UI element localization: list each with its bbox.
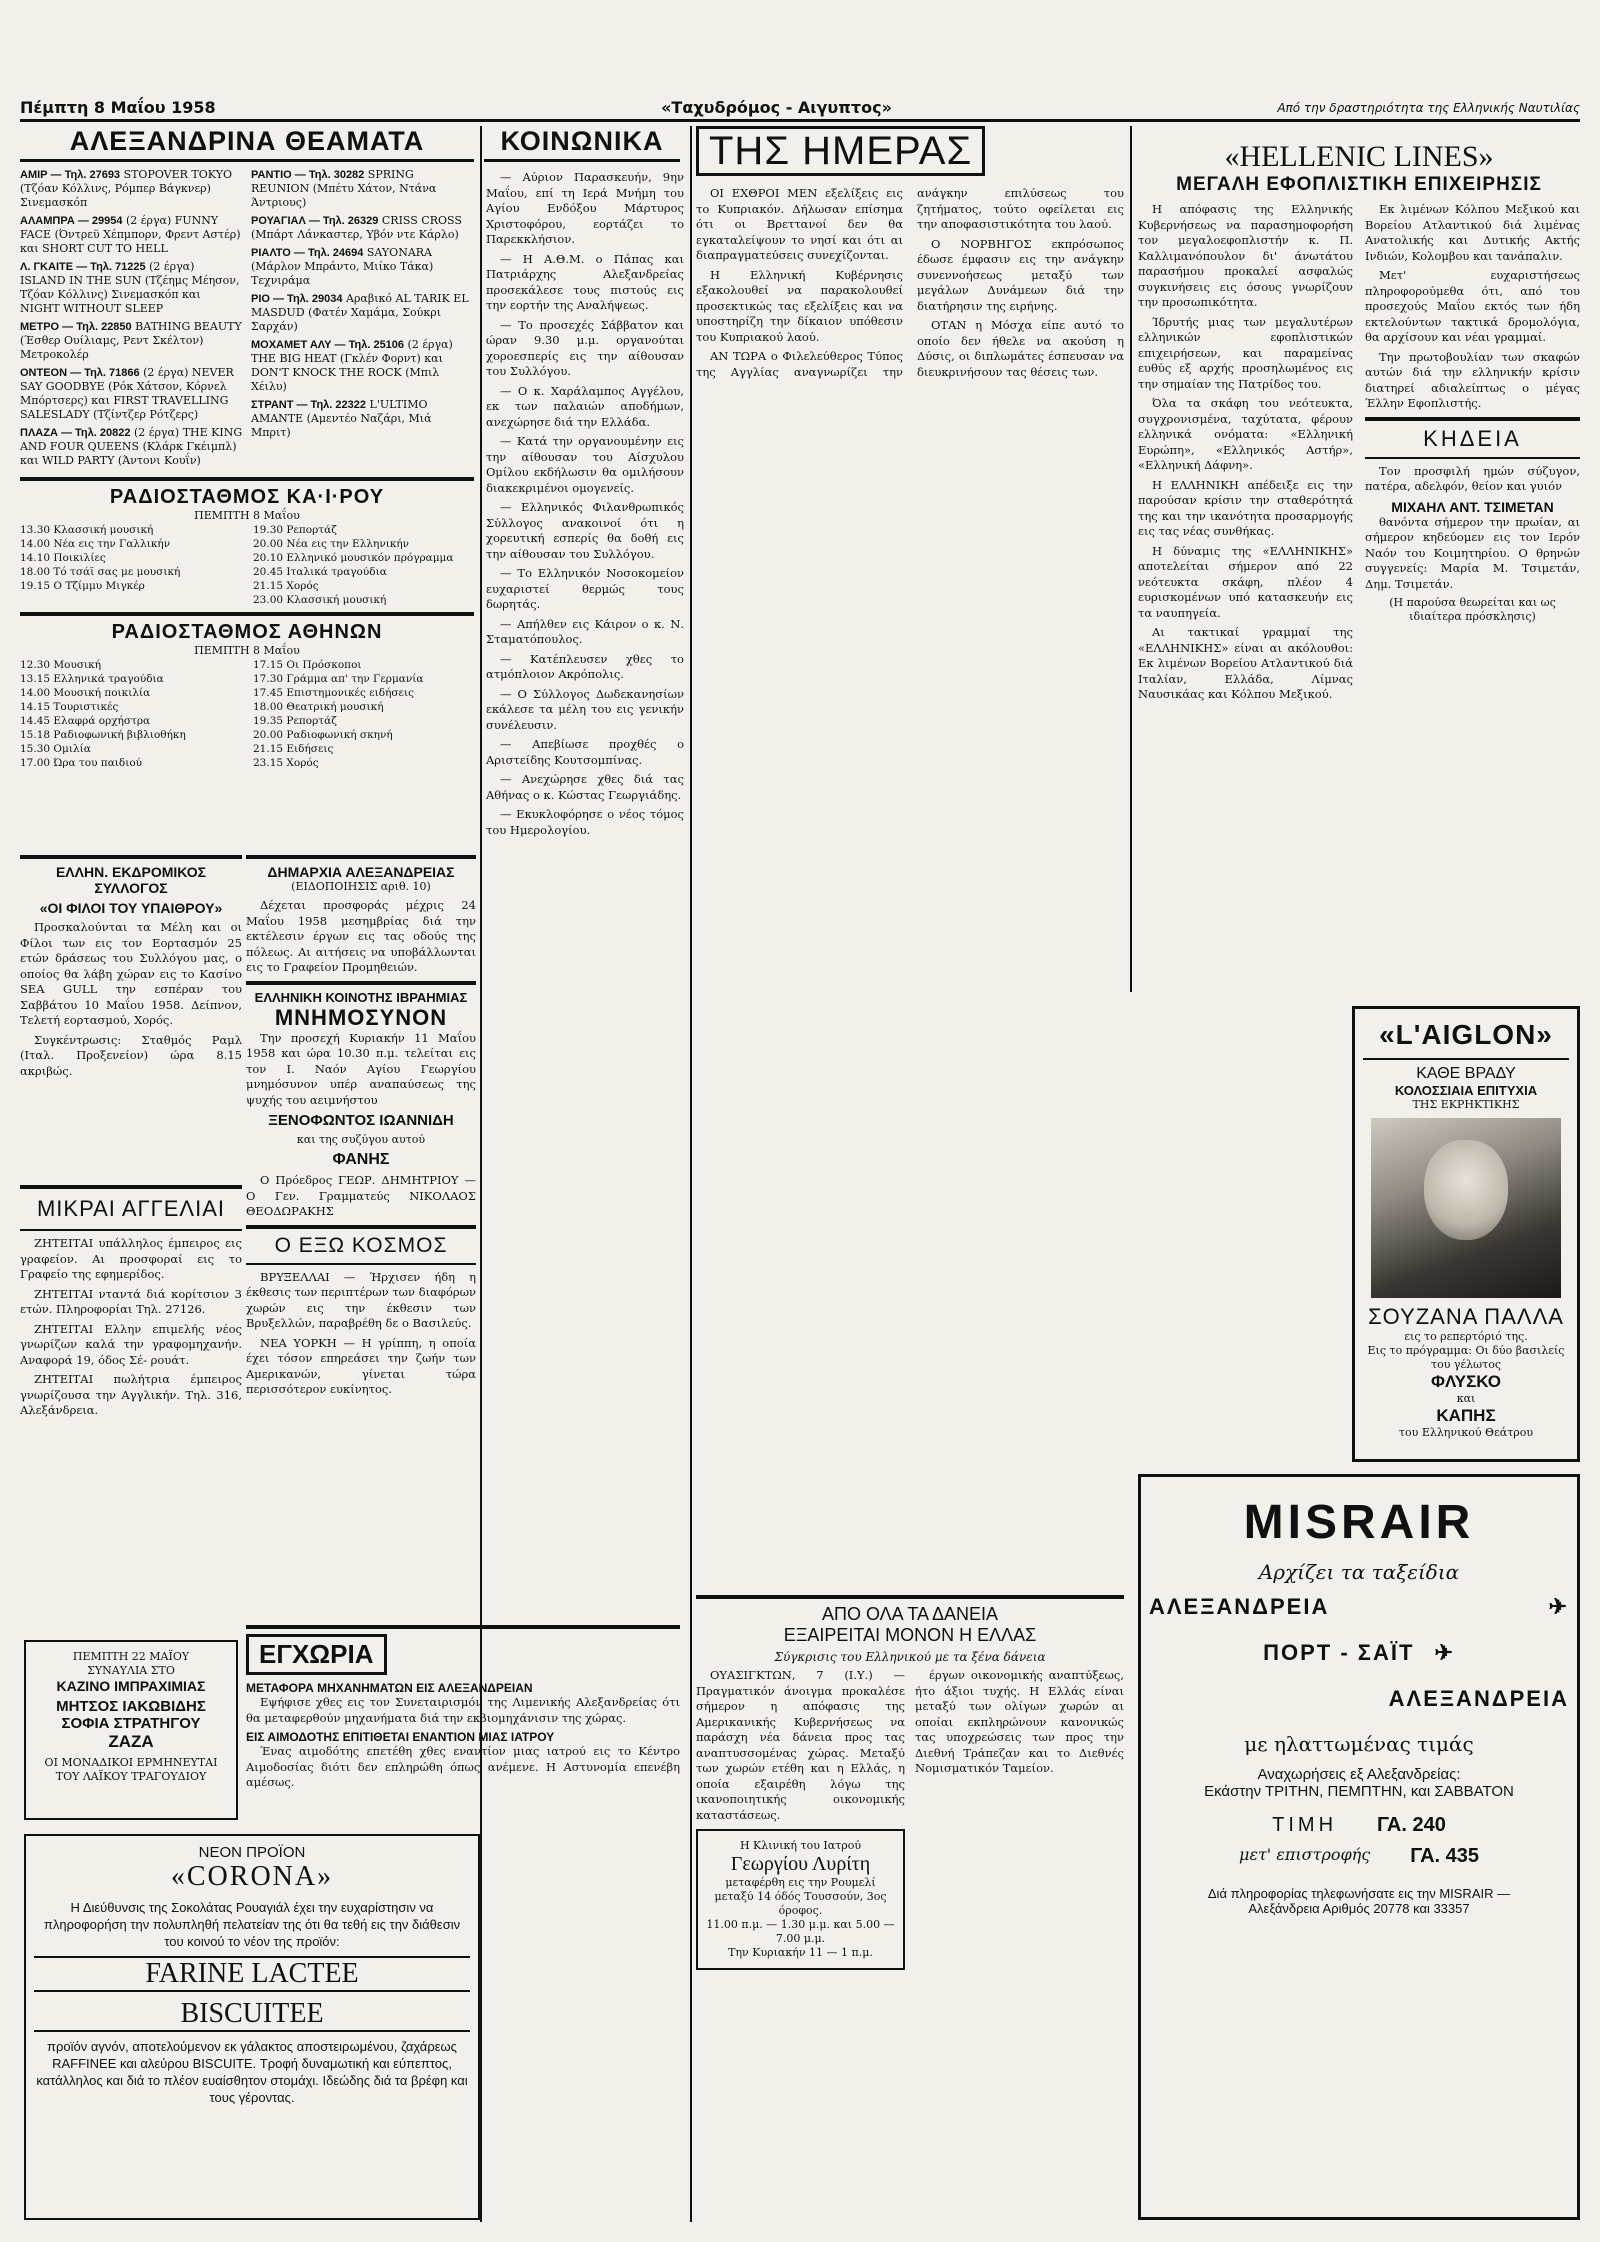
radio-schedule-left: 12.30 Μουσική 13.15 Ελληνικά τραγούδια 14.00 Μουσική ποικιλία 14.15 Τουριστικές 14.45 Ελαφρά ορχήστρα 15.18 Ραδιοφωνική βιβλιοθήκη 15.30 Ομιλία 17.00 Ώρα του παιδιού — [20, 659, 186, 769]
masthead-paper: «Ταχυδρόμος - Αιγυπτος» — [661, 98, 892, 117]
cinema-entry: ΑΜΙΡ — Τηλ. 27693 STOPOVER TOKYO (Τζόαν Κόλλινς, Ρόμπερ Βάγκνερ) Σινεμασκόπ — [20, 168, 232, 209]
egchoria-text: Εψήφισε χθες εις τον Συνεταιρισμόν της Λιμενικής Αλεξανδρείας ότι θα μεταφερθούν μηχανήματα διά την εκβιομηχάνισιν της χώρας. — [246, 1695, 680, 1725]
price-label: ΤΙΜΗ — [1272, 1814, 1338, 1836]
radio-schedule-right: 17.15 Οι Πρόσκοποι 17.30 Γράμμα απ' την Γερμανία 17.45 Επιστημονικές ειδήσεις 18.00 Θεατρική μουσική 19.35 Ρεπορτάζ 20.00 Ραδιοφωνική σκηνή 21.15 Ειδήσεις 23.15 Χορός — [253, 659, 424, 769]
loans-right — [915, 1668, 1124, 1970]
club-subtitle: «ΟΙ ΦΙΛΟΙ ΤΟΥ ΥΠΑΙΘΡΟΥ» — [39, 900, 223, 916]
price-value: ΓΑ. 240 — [1377, 1814, 1446, 1836]
masthead-tagline: Από την δραστηριότητα της Ελληνικής Ναυτιλίας — [1277, 100, 1580, 115]
hellenic-paragraph: Η απόφασις της Ελληνικής Κυβερνήσεως να παρασημοφορήση τον μεγαλοεφοπλιστήν κ. Π. Καλλιμανόπουλον δι' άνωτάτου παρασήμου προκαλεί ασφαλώς συγκινήσεις εις όσους γνωρίζουν την προσωπικότητα. — [1138, 202, 1353, 309]
corona-text: Η Διεύθυνσις της Σοκολάτας Ρουαγιάλ έχει την ευχαρίστησιν να πληροφορήση την πολυπληθή πελατείαν της ότι θα τεθή εις την διάθεσιν του κοινού το νέον της προϊόν: — [43, 1900, 461, 1949]
loans-text: έργων οικονομικής αναπτύξεως, ήτο άξιοι τυχής. Η Ελλάς είναι μεταξύ των ολίγων χωρών αι οποίαι εκπληρώνουν κανονικώς τας υποχρεώσεις των προς την Διεθνή Τράπεζαν και το Διεθνές Νομισματικόν Ταμείον. — [915, 1668, 1124, 1775]
misrair-logo: MISRAIR — [1243, 1496, 1475, 1549]
classified-item: ΖΗΤΕΙΤΑΙ Ελλην επιμελής νέος γνωρίζων καλά την γραφομηχανήν. Αναφορά 19, όδος Σέ- ρουάτ. — [20, 1321, 242, 1367]
radio-schedule-left: 13.30 Κλασσική μουσική 14.00 Νέα εις την Γαλλικήν 14.10 Ποικιλίες 18.00 Τό τσάϊ σας με μουσική 19.15 Ο Τζίμμυ Μιγκέρ — [20, 524, 181, 592]
social-paragraph: — Απεβίωσε προχθές ο Αριστείδης Κουτσομπίνας. — [486, 737, 684, 767]
clinic-hours: 11.00 π.μ. — 1.30 μ.μ. και 5.00 — 7.00 μ.μ. — [706, 1918, 895, 1945]
masthead-date: Πέμπτη 8 Μαΐου 1958 — [20, 98, 216, 117]
koinotis-text: Την προσεχή Κυριακήν 11 Μαΐου 1958 και ώρα 10.30 π.μ. τελείται εις τον Ι. Ναόν Αγίου Γεωργίου μνημόσυνον υπέρ αναπαύσεως της ψυχής του αειμνήστου — [246, 1030, 476, 1107]
social-paragraph: — Ελληνικός Φιλανθρωπικός Σύλλογος ανακοινοί ότι η χορευτική εσπερίς θα δοθή εις την αίθουσαν του Συλλόγου. — [486, 500, 684, 561]
classified-item: ΖΗΤΕΙΤΑΙ υπάλληλος έμπειρος εις γραφείον. Αι προσφοραί εις το Γραφείο της εφημερίδος. — [20, 1236, 242, 1281]
column-rule — [690, 126, 692, 2222]
world-title: Ο ΕΞΩ ΚΟΣΜΟΣ — [274, 1233, 448, 1257]
cinema-entry: ΟΝΤΕΟΝ — Τηλ. 71866 (2 έργα) NEVER SAY GOODBYE (Ρόκ Χάτσον, Κόρνελ Μπόρτσερς) και FIRST TRAVELLING SALESLADY (Τζίντζερ Ρότζερς) — [20, 366, 234, 421]
singer-photo — [1371, 1118, 1561, 1298]
column-dimarchia — [246, 850, 476, 1610]
aiglon-duo: ΚΑΠΗΣ — [1436, 1406, 1496, 1425]
concert-date: ΠΕΜΠΤΗ 22 ΜΑΪΟΥ — [72, 1650, 190, 1663]
world-paragraph: ΝΕΑ ΥΟΡΚΗ — Η γρίππη, η οποία έχει τόσον επηρεάσει την ζωήν των Αμερικανών, γίνεται τώρα περισσότερον ευκίνητος. — [246, 1335, 476, 1396]
obit-title: ΚΗΔΕΙΑ — [1423, 425, 1522, 451]
hellenic-paragraph: Όλα τα σκάφη του νεότευκτα, συγχρονισμένα, ταχύτατα, φέρουν ελληνικά ονόματα: «Ελληνική Ευρώπη», «Ελληνικός Αστήρ», «Ελληνική Δάφνη». — [1138, 396, 1353, 472]
loans-text: ΟΥΑΣΙΓΚΤΩΝ, 7 (Ι.Υ.) — Πραγματικόν άνοιγμα προκαλέσε σήμερον η απόφασις της Αμερικανικής Κυβερνήσεως να παράσχη νέα δάνεια προς τας αναπτυσσομένας χώρας. Μεταξύ των χωρών ετέθη και η Ελλάς, η οποία εξαιρέθη λόγω της ικανοποιητικής οικονομικής καταστάσεως. — [696, 1668, 905, 1822]
aiglon-duo: ΦΛΥΣΚΟ — [1430, 1372, 1501, 1391]
concert-artist: ΖΑΖΑ — [108, 1732, 154, 1751]
social-paragraph: — Η Α.Θ.Μ. ο Πάπας και Πατριάρχης Αλεξανδρείας προσεκάλεσε τους πιστούς εις την εορτήν της Αναλήψεως. — [486, 251, 684, 312]
cinema-entry: ΜΕΤΡΟ — Τηλ. 22850 BATHING BEAUTY (Έσθερ Ουίλιαμς, Ρεντ Σκέλτον) Μετροκολέρ — [20, 320, 242, 361]
cinema-entry: PANTIO — Τηλ. 30282 SPRING REUNION (Μπέτυ Χάτον, Ντάνα Άντριους) — [251, 168, 437, 209]
radio-athens-day: ΠΕΜΠΤΗ 8 Μαΐου — [194, 644, 300, 657]
loans-body — [696, 1668, 1124, 1970]
misrair-days: Εκάστην ΤΡΙΤΗΝ, ΠΕΜΠΤΗΝ, και ΣΑΒΒΑΤΟΝ — [1204, 1783, 1514, 1800]
koinotis-sign: Ο Πρόεδρος ΓΕΩΡ. ΔΗΜΗΤΡΙΟΥ — Ο Γεν. Γραμματεύς ΝΙΚΟΛΑΟΣ ΘΕΟΔΩΡΑΚΗΣ — [246, 1173, 476, 1218]
radio-cairo-title: ΡΑΔΙΟΣΤΑΘΜΟΣ ΚΑ·Ι·ΡΟΥ — [109, 486, 385, 508]
radio-schedule-right: 19.30 Ρεπορτάζ 20.00 Νέα εις την Ελληνικήν 20.10 Ελληνικό μουσικόν πρόγραμμα 20.45 Ιταλικά τραγούδια 21.15 Χορός 23.00 Κλασσική μουσική — [253, 524, 454, 606]
classified-item: ΖΗΤΕΙΤΑΙ νταντά διά κορίτσιον 3 ετών. Πληροφορίαι Τηλ. 27126. — [20, 1286, 242, 1316]
koinotis-name: ΞΕΝΟΦΩΝΤΟΣ ΙΩΑΝΝΙΔΗ — [268, 1112, 454, 1129]
aiglon-name: «L'AIGLON» — [1379, 1019, 1553, 1050]
radio-cairo-schedule — [20, 523, 474, 607]
plane-icon: ✈ — [1548, 1594, 1569, 1619]
egchoria-subheading: ΕΙΣ ΑΙΜΟΔΟΤΗΣ ΕΠΙΤΙΘΕΤΑΙ ΕΝΑΝΤΙΟΝ ΜΙΑΣ ΙΑΤΡΟΥ — [246, 1730, 555, 1744]
social-paragraph: — Το Ελληνικόν Νοσοκομείον ευχαριστεί θερμώς τους δωρητάς. — [486, 566, 684, 611]
koinotis-headline: ΜΝΗΜΟΣΥΝΟΝ — [274, 1004, 448, 1030]
social-paragraph: — Το προσεχές Σάββατον και ώραν 9.30 μ.μ. οργανούται χοροεσπερίς εις την αίθουσαν του Συλλόγου. — [486, 317, 684, 378]
club-notice — [20, 850, 242, 1078]
classifieds-title: ΜΙΚΡΑΙ ΑΓΓΕΛΙΑΙ — [36, 1196, 225, 1221]
misrair-price-line: με ηλαττωμένας τιμάς — [1244, 1732, 1474, 1756]
social-news — [486, 170, 684, 1810]
dimarchia-title: ΔΗΜΑΡΧΙΑ ΑΛΕΞΑΝΔΡΕΙΑΣ — [267, 864, 455, 880]
social-paragraph: — Ανεχώρησε χθες διά τας Αθήνας ο κ. Κώστας Γεωργιάδης. — [486, 772, 684, 802]
aiglon-from: του Ελληνικού Θεάτρου — [1398, 1426, 1534, 1439]
social-paragraph: — Ο κ. Χαράλαμπος Αγγέλου, εκ των παλαιών αποδήμων, ανεχώρησε διά την Ελλάδα. — [486, 383, 684, 429]
corona-product: BISCUITEE — [34, 1998, 470, 2032]
route-city: ΑΛΕΞΑΝΔΡΕΙΑ — [1149, 1594, 1330, 1619]
tis-imeras-paragraph: Η Ελληνική Κυβέρνησις εξακολουθεί να παρακολουθεί προσεκτικώς τας εξελίξεις και να υποστηρίζη την δίκαιον υπόθεσιν του Κυπριακού λαού. — [696, 267, 903, 344]
clinic-doctor: Γεωργίου Λυρίτη — [730, 1853, 871, 1875]
casino-concert-box — [24, 1640, 238, 1820]
misrair-route — [1149, 1640, 1569, 1666]
cinema-entry: Λ. ΓΚΑΙΤΕ — Τηλ. 71225 (2 έργα) ISLAND IN THE SUN (Τζέημς Μέησον, Τζόαν Κόλλινς) Σινεμασκόπ και NIGHT WITHOUT SLEEP — [20, 260, 240, 315]
corona-product: FARINE LACTEE — [34, 1956, 470, 1992]
column-rule — [1130, 126, 1132, 992]
aiglon-repertoire: εις το ρεπερτόριό της. — [1404, 1330, 1528, 1343]
classified-item: ΖΗΤΕΙΤΑΙ πωλήτρια έμπειρος γνωρίζουσα την Αγγλικήν. Τηλ. 316, Αλεξάνδρεια. — [20, 1372, 242, 1417]
divider — [246, 981, 476, 985]
divider — [1365, 457, 1580, 459]
misrair-price-row — [1149, 1814, 1569, 1837]
club-text: Προσκαλούνται τα Μέλη και οι Φίλοι των εις τον Εορτασμόν 25 ετών δράσεως του Συλλόγου μας, ο οποίος θα λάβη χώραν εις το Κασίνο SEA GULL την εσπέραν του Σαββάτου 10 Μαΐου 1958. Δείπνον, Τελετή εορτασμού, Χορός. — [20, 920, 242, 1027]
aiglon-and: και — [1456, 1392, 1476, 1405]
aiglon-star: ΣΟΥΖΑΝΑ ΠΑΛΛΑ — [1368, 1304, 1564, 1329]
club-title: ΕΛΛΗΝ. ΕΚΔΡΟΜΙΚΟΣ ΣΥΛΛΟΓΟΣ — [55, 864, 207, 896]
divider — [1365, 417, 1580, 421]
route-city: ΑΛΕΞΑΝΔΡΕΙΑ — [1388, 1686, 1569, 1711]
hellenic-paragraph: Μετ' ευχαριστήσεως πληροφορούμεθα ότι, από του προσεχούς Μαΐου εκτός των ήδη εκτελούντων τακτικά δρομολόγια, θα αρχίσουν και νέαι γραμμαί. — [1365, 268, 1580, 344]
loans-lead: Σύγκρισις του Ελληνικού με τα ξένα δάνεια — [774, 1650, 1046, 1664]
social-paragraph: — Εκυκλοφόρησε ο νέος τόμος του Ημερολογίου. — [486, 807, 684, 837]
obit-name: ΜΙΧΑΗΛ ΑΝΤ. ΤΣΙΜΕΤΑΝ — [1391, 498, 1554, 515]
aiglon-ad — [1352, 1006, 1580, 1462]
hellenic-paragraph: Εκ λιμένων Κόλπου Μεξικού και Βορείου Ατλαντικού διά λιμένας Ανατολικής και Δυτικής Ακτής Ινδιών, Κολομβου και τανάπαλιν. — [1365, 202, 1580, 263]
cinema-list-left — [20, 168, 243, 472]
singer-face — [1424, 1140, 1508, 1241]
corona-ad — [24, 1834, 480, 2220]
loans-subline: ΕΞΑΙΡΕΙΤΑΙ ΜΟΝΟΝ Η ΕΛΛΑΣ — [783, 1625, 1037, 1645]
corona-name: «CORONA» — [170, 1861, 334, 1892]
cinema-entry: ΡΟΥΑΓΙΑΛ — Τηλ. 26329 CRISS CROSS (Μπάρτ Λάνκαστερ, Υβόν ντε Κάρλο) — [251, 214, 462, 241]
koinotis-name: ΦΑΝΗΣ — [332, 1151, 390, 1168]
divider — [20, 612, 474, 616]
divider — [246, 1225, 476, 1229]
koinotis-and: και της συζύγου αυτού — [296, 1133, 426, 1146]
dimarchia-text: Δέχεται προσφοράς μέχρις 24 Μαΐου 1958 μεσημβρίας διά την εκτέλεσιν έργων εις τας οδούς της πόλεως. Αι αιτήσεις να υποβάλλωνται εις το Γραφείον Προμηθειών. — [246, 898, 476, 974]
cinema-entry: ΑΛΑΜΠΡΑ — 29954 (2 έργα) FUNNY FACE (Όντρεϋ Χέπμπορν, Φρεντ Αστέρ) και SHORT CUT TO HELL — [20, 214, 241, 255]
cinema-section-title: ΑΛΕΞΑΝΔΡΙΝΑ ΘΕΑΜΑΤΑ — [20, 126, 474, 162]
egchoria-subheading: ΜΕΤΑΦΟΡΑ ΜΗΧΑΝΗΜΑΤΩΝ ΕΙΣ ΑΛΕΞΑΝΔΡΕΙΑΝ — [246, 1681, 533, 1695]
social-paragraph: — Απήλθεν εις Κάιρον ο κ. Ν. Σταματόπουλος. — [486, 616, 684, 646]
concert-event: ΣΥΝΑΥΛΙΑ ΣΤΟ — [87, 1664, 175, 1677]
clinic-box — [696, 1829, 905, 1970]
concert-artist: ΣΟΦΙΑ ΣΤΡΑΤΗΓΟΥ — [61, 1715, 201, 1732]
social-title: ΚΟΙΝΩΝΙΚΑ — [484, 126, 680, 162]
corona-tail: προϊόν αγνόν, αποτελούμενον εκ γάλακτος αποστειρωμένου, ζαχάρεως RAFFINEE και αλεύρου BISCUITE. Τροφή δυναμωτική και εύπεπτος, κατάλληλος και διά το πλέον ευαίσθητον στομάχι. Ιδεώδης διά τα βρέφη και τους γέροντας. — [36, 2039, 468, 2105]
cinema-entry: ΜΟΧΑΜΕΤ ΑΛΥ — Τηλ. 25106 (2 έργα) THE BIG HEAT (Γκλέν Φορντ) και DON'T KNOCK THE ROCK (Μπιλ Χέιλυ) — [251, 338, 453, 393]
koinotis-title: ΕΛΛΗΝΙΚΗ ΚΟΙΝΟΤΗΣ ΙΒΡΑΗΜΙΑΣ — [254, 989, 468, 1005]
loans-left — [696, 1668, 905, 1970]
misrair-price-row — [1149, 1845, 1569, 1868]
hellenic-subtitle: ΜΕΓΑΛΗ ΕΦΟΠΛΙΣΤΙΚΗ ΕΠΙΧΕΙΡΗΣΙΣ — [1176, 174, 1542, 195]
dimarchia-subtitle: (ΕΙΔΟΠΟΙΗΣΙΣ αριθ. 10) — [291, 880, 431, 893]
egchoria-text: Ένας αιμοδότης επετέθη χθες εναντίον μιας ιατρού εις το Κέντρο Αιμοδοσίας διότι δεν επληρώθη όπως ανέμενε. Η Αστυνομία επενέβη αμέσως. — [246, 1744, 680, 1789]
radio-cairo-day: ΠΕΜΠΤΗ 8 Μαΐου — [194, 509, 300, 522]
divider — [246, 1263, 476, 1265]
radio-athens-title: ΡΑΔΙΟΣΤΑΘΜΟΣ ΑΘΗΝΩΝ — [111, 621, 383, 643]
plane-icon: ✈ — [1434, 1640, 1455, 1665]
social-paragraph: — Ο Σύλλογος Δωδεκανησίων εκάλεσε τα μέλη του εις γενικήν συνέλευσιν. — [486, 686, 684, 732]
divider — [20, 855, 242, 859]
tis-imeras-body — [696, 186, 1124, 382]
social-paragraph: — Κατά την οργανουμένην εις την αίθουσαν του Αίσχυλου Ομίλου εκδήλωσιν θα ομιλήσουν διακεκριμένοι ομογενείς. — [486, 434, 684, 495]
social-paragraph: — Κατέπλευσεν χθες το ατμόπλοιον Ακρόπολις. — [486, 651, 684, 681]
loans-article — [696, 1590, 1124, 2220]
cinema-entry: ΡΙΟ — Τηλ. 29034 Αραβικό AL TARIK EL MASDUD (Φατέν Χαμάμα, Σούκρι Σαρχάν) — [251, 292, 469, 333]
divider — [246, 855, 476, 859]
aiglon-every: ΚΑΘΕ ΒΡΑΔΥ — [1416, 1065, 1516, 1082]
hellenic-paragraph: Την πρωτοβουλίαν των σκαφών αυτών διά την ελληνικήν κρίσιν διατηρεί αδιαλείπτως ο μέγας Έλλην Εφοπλιστής. — [1365, 349, 1580, 410]
aiglon-program: Εις το πρόγραμμα: Οι δύο βασιλείς του γέλωτος — [1367, 1344, 1565, 1371]
obit-note: (Η παρούσα θεωρείται και ως ιδιαίτερα πρόσκλησις) — [1389, 596, 1556, 623]
divider — [1363, 1058, 1569, 1060]
aiglon-success: ΚΟΛΟΣΣΙΑΙΑ ΕΠΙΤΥΧΙΑ — [1394, 1083, 1538, 1098]
hellenic-body — [1138, 202, 1580, 707]
route-city: ΠΟΡΤ - ΣΑΪΤ — [1263, 1640, 1415, 1665]
concert-venue: ΚΑΖΙΝΟ ΙΜΠΡΑΧΙΜΙΑΣ — [56, 1678, 206, 1694]
tis-imeras-paragraph: ΑΝ ΤΩΡΑ ο Φιλελεύθερος Τύπος της Αγγλίας αναγνωρίζει την ανάγκην επιλύσεως του ζητήματος, τούτο οφείλεται εις την αποφασιστικότητα του λαού. — [696, 186, 1124, 379]
divider — [246, 1625, 680, 1629]
aiglon-of: ΤΗΣ ΕΚΡΗΚΤΙΚΗΣ — [1412, 1098, 1520, 1111]
misrair-departures: Αναχωρήσεις εξ Αλεξανδρείας: — [1257, 1766, 1461, 1783]
clinic-label: Η Κλινική του Ιατρού — [739, 1839, 862, 1852]
divider — [20, 1229, 242, 1231]
egchoria-title: ΕΓΧΩΡΙΑ — [246, 1634, 387, 1675]
column-tis-imeras — [696, 126, 1124, 1376]
club-contact: Συγκέντρωσις: Σταθμός Ραμλ (Ιταλ. Προξενείον) ώρα 8.15 ακριβώς. — [20, 1032, 242, 1078]
divider — [696, 1595, 1124, 1599]
cinema-entry: ΣΤΡΑΝΤ — Τηλ. 22322 L'ULTIMO AMANTE (Αμεντέο Ναζάρι, Μιά Μπριτ) — [251, 398, 432, 439]
tis-imeras-title: ΤΗΣ ΗΜΕΡΑΣ — [696, 126, 985, 176]
masthead-line — [20, 96, 1580, 122]
misrair-ad — [1138, 1474, 1580, 2220]
hellenic-left — [1138, 202, 1353, 707]
hellenic-paragraph: Ίδρυτής μιας των μεγαλυτέρων ελληνικών εφοπλιστικών επιχειρήσεων, και παραμείνας ευθύς εξ αρχής προσηλωμένος εις την σημαίαν της Πατρίδος του. — [1138, 314, 1353, 391]
social-paragraph: — Αύριον Παρασκευήν, 9ην Μαΐου, επί τη Ιερά Μνήμη του Αγίου Ενδόξου Μάρτυρος Χριστοφόρου, εορτάζει το Παρεκκλήσιον. — [486, 170, 684, 246]
world-paragraph: ΒΡΥΞΕΛΛΑΙ — Ήρχισεν ήδη η έκθεσις των περιπτέρων των διαφόρων χωρών εις την έκθεσιν των Βρυξελλών, παραβρέθη δε ο Βασιλεύς. — [246, 1269, 477, 1330]
concert-note: ΟΙ ΜΟΝΑΔΙΚΟΙ ΕΡΜΗΝΕΥΤΑΙ ΤΟΥ ΛΑΪΚΟΥ ΤΡΑΓΟΥΔΙΟΥ — [44, 1756, 218, 1783]
hellenic-right — [1365, 202, 1580, 707]
cinema-entry: ΠΛΑΖΑ — Τηλ. 20822 (2 έργα) THE KING AND FOUR QUEENS (Κλάρκ Γκέιμπλ) και WILD PARTY (Άντονι Κουΐν) — [20, 426, 243, 467]
misrair-route — [1149, 1594, 1569, 1620]
clinic-text: μεταφέρθη εις την Ρουμελί μεταξύ 14 όδός Τουσσούν, 3ος όροφος. — [714, 1876, 887, 1917]
cinema-entry: ΡΙΑΛΤΟ — Τηλ. 24694 SAYONARA (Μάρλον Μπράντο, Μιίκο Τάκα) Τεχνιράμα — [251, 246, 434, 287]
hellenic-title: «HELLENIC LINES» — [1224, 140, 1494, 173]
obit-intro: Τον προσφιλή ημών σύζυγον, πατέρα, αδελφόν, θείον και γυιόν — [1365, 463, 1580, 493]
price-value: ΓΑ. 435 — [1410, 1845, 1480, 1867]
tis-imeras-paragraph: ΟΙ ΕΧΘΡΟΙ ΜΕΝ εξελίξεις εις το Κυπριακόν. Δήλωσαν επίσημα ότι οι Βρεττανοί δεν θα εγκαταλείψουν το νησί και ότι αι διαπραγματεύσεις συνεχίζονται. — [696, 186, 903, 262]
tis-imeras-paragraph: Ο ΝΟΡΒΗΓΟΣ εκπρόσωπος έδωσε έμφασιν εις την ανάγκην συνεννοήσεως μεταξύ των μεγάλων Δυνάμεων διά την διατήρησιν της ειρήνης. — [917, 236, 1124, 313]
divider — [20, 477, 474, 481]
hellenic-paragraph: Η δύναμις της «ΕΛΛΗΝΙΚΗΣ» αποτελείται σήμερον από 22 νεότευκτα σκάφη, πλέον 4 ευρισκομένων υπό κατασκευήν εις τα ναυπηγεία. — [1138, 543, 1353, 620]
misrair-start: Αρχίζει τα ταξείδια — [1258, 1560, 1460, 1584]
corona-new: ΝΕΟΝ ΠΡΟΪΟΝ — [198, 1844, 306, 1861]
misrair-contact: Διά πληροφορίας τηλεφωνήσατε εις την MISRAIR — Αλεξάνδρεια Αριθμός 20778 και 33357 — [1207, 1886, 1511, 1916]
price-label: μετ' επιστροφής — [1238, 1845, 1371, 1864]
radio-athens-schedule — [20, 658, 474, 770]
divider — [20, 1185, 242, 1189]
hellenic-paragraph: Αι τακτικαί γραμμαί της «ΕΛΛΗΝΙΚΗΣ» είναι αι ακόλουθοι: Εκ λιμένων Βορείου Ατλαντικού διά Ιταλίαν, Ελλάδα, Λίμνας Ναυσικάας και Κόλπου Μεξικού. — [1138, 625, 1353, 701]
tis-imeras-paragraph: ΟΤΑΝ η Μόσχα είπε αυτό το οποίο δεν ήθελε να ακούση η Δύσις, οι διπλωμάτες έσπευσαν να διευκρινήσουν τας θέσεις των. — [917, 318, 1124, 379]
loans-headline: ΑΠΟ ΟΛΑ ΤΑ ΔΑΝΕΙΑ — [821, 1604, 999, 1624]
obit-text: θανόντα σήμερον την πρωίαν, αι σήμερον κηδεύομεν εις τον Ιερόν Ναόν του Κοιμητηρίου. Ο θρηνών συγγενείς: Μαρία Μ. Τσιμετάν, Δημ. Τσιμετάν. — [1365, 514, 1580, 591]
concert-artist: ΜΗΤΣΟΣ ΙΑΚΩΒΙΔΗΣ — [56, 1698, 206, 1715]
hellenic-paragraph: Η ΕΛΛΗΝΙΚΗ απέδειξε εις την παρούσαν κρίσιν την σταθερότητά της και την ικανότητα προσαρμογής εις τας νέας συνθήκας. — [1138, 477, 1353, 538]
clinic-sunday: Την Κυριακήν 11 — 1 π.μ. — [728, 1946, 873, 1959]
misrair-route — [1149, 1686, 1569, 1712]
